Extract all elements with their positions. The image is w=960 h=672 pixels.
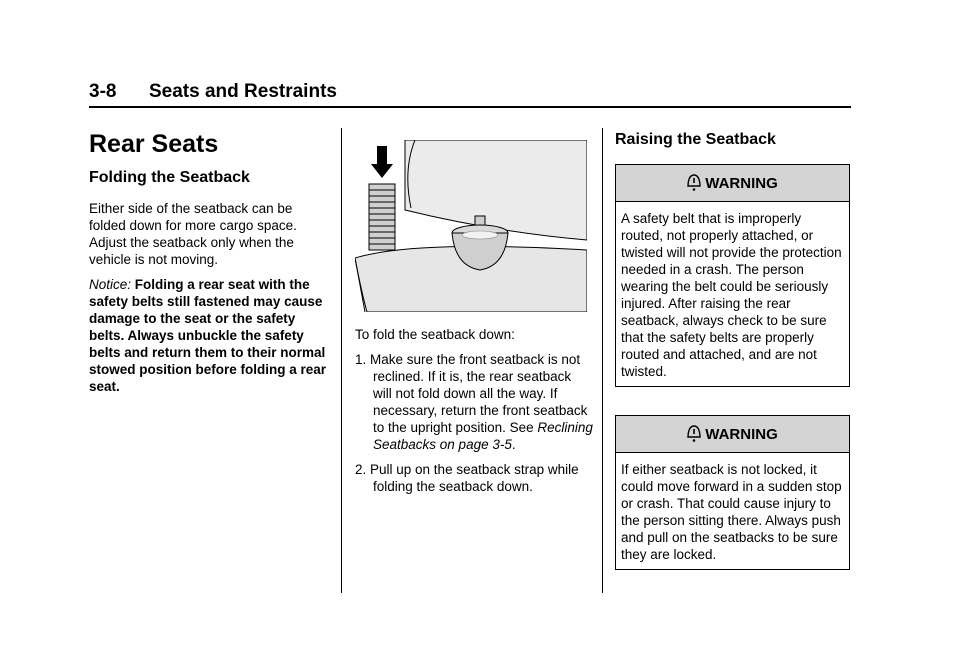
fold-intro: To fold the seatback down: <box>355 327 515 342</box>
intro-paragraph: Either side of the seatback can be folded down for more cargo space. Adjust the seatback only when the vehicle is not moving. <box>89 201 297 267</box>
step-item <box>355 461 593 495</box>
warning-text: If either seatback is not locked, it could move forward in a sudden stop or crash. That could cause injury to the person sitting there. Always push and pull on the seatbacks to be sure they are locked. <box>621 462 842 562</box>
page-number: 3-8 <box>89 81 117 102</box>
column-divider-1 <box>341 128 342 593</box>
step-item <box>355 351 593 453</box>
fold-steps <box>355 351 593 495</box>
step-1-ref[interactable]: Reclining Seatbacks on page 3-5 <box>373 420 593 452</box>
warning-box-2 <box>615 415 850 570</box>
section-title: Seats and Restraints <box>149 81 337 102</box>
notice-text: Folding a rear seat with the safety belts still fastened may cause damage to the seat or the safety belts. Always unbuckle the safety belts and return them to their normal stowed position before folding a rear seat. <box>89 277 327 394</box>
warning-label: WARNING <box>705 425 778 443</box>
rear-seats-heading: Rear Seats <box>89 130 219 158</box>
column-right <box>615 128 855 598</box>
warning-icon <box>687 174 701 192</box>
folding-seatback-heading: Folding the Seatback <box>89 169 250 186</box>
column-divider-2 <box>602 128 603 593</box>
page-header <box>89 80 851 108</box>
step-2-text: 2. Pull up on the seatback strap while folding the seatback down. <box>355 462 579 494</box>
step-1-text: 1. Make sure the front seatback is not reclined. If it is, the rear seatback will not fold down all the way. If necessary, return the front seatback to the upright position. See <box>355 352 588 435</box>
warning-header <box>616 165 849 202</box>
notice-label: Notice: <box>89 277 132 292</box>
column-left <box>89 128 329 403</box>
notice-paragraph <box>89 276 329 395</box>
step-1-tail: . <box>511 437 516 452</box>
column-middle <box>355 140 593 503</box>
warning-header <box>616 416 849 453</box>
seatback-fold-illustration <box>355 140 587 312</box>
warning-label: WARNING <box>705 174 778 192</box>
warning-box-1 <box>615 164 850 387</box>
warning-icon <box>687 425 701 443</box>
warning-text: A safety belt that is improperly routed, not properly attached, or twisted will not provide the protection needed in a crash. The person wearing the belt could be seriously injured. After raising the rear seatback, always check to be sure that the safety belts are properly routed and attached, and are not twisted. <box>621 211 842 379</box>
raising-seatback-heading: Raising the Seatback <box>615 131 776 148</box>
